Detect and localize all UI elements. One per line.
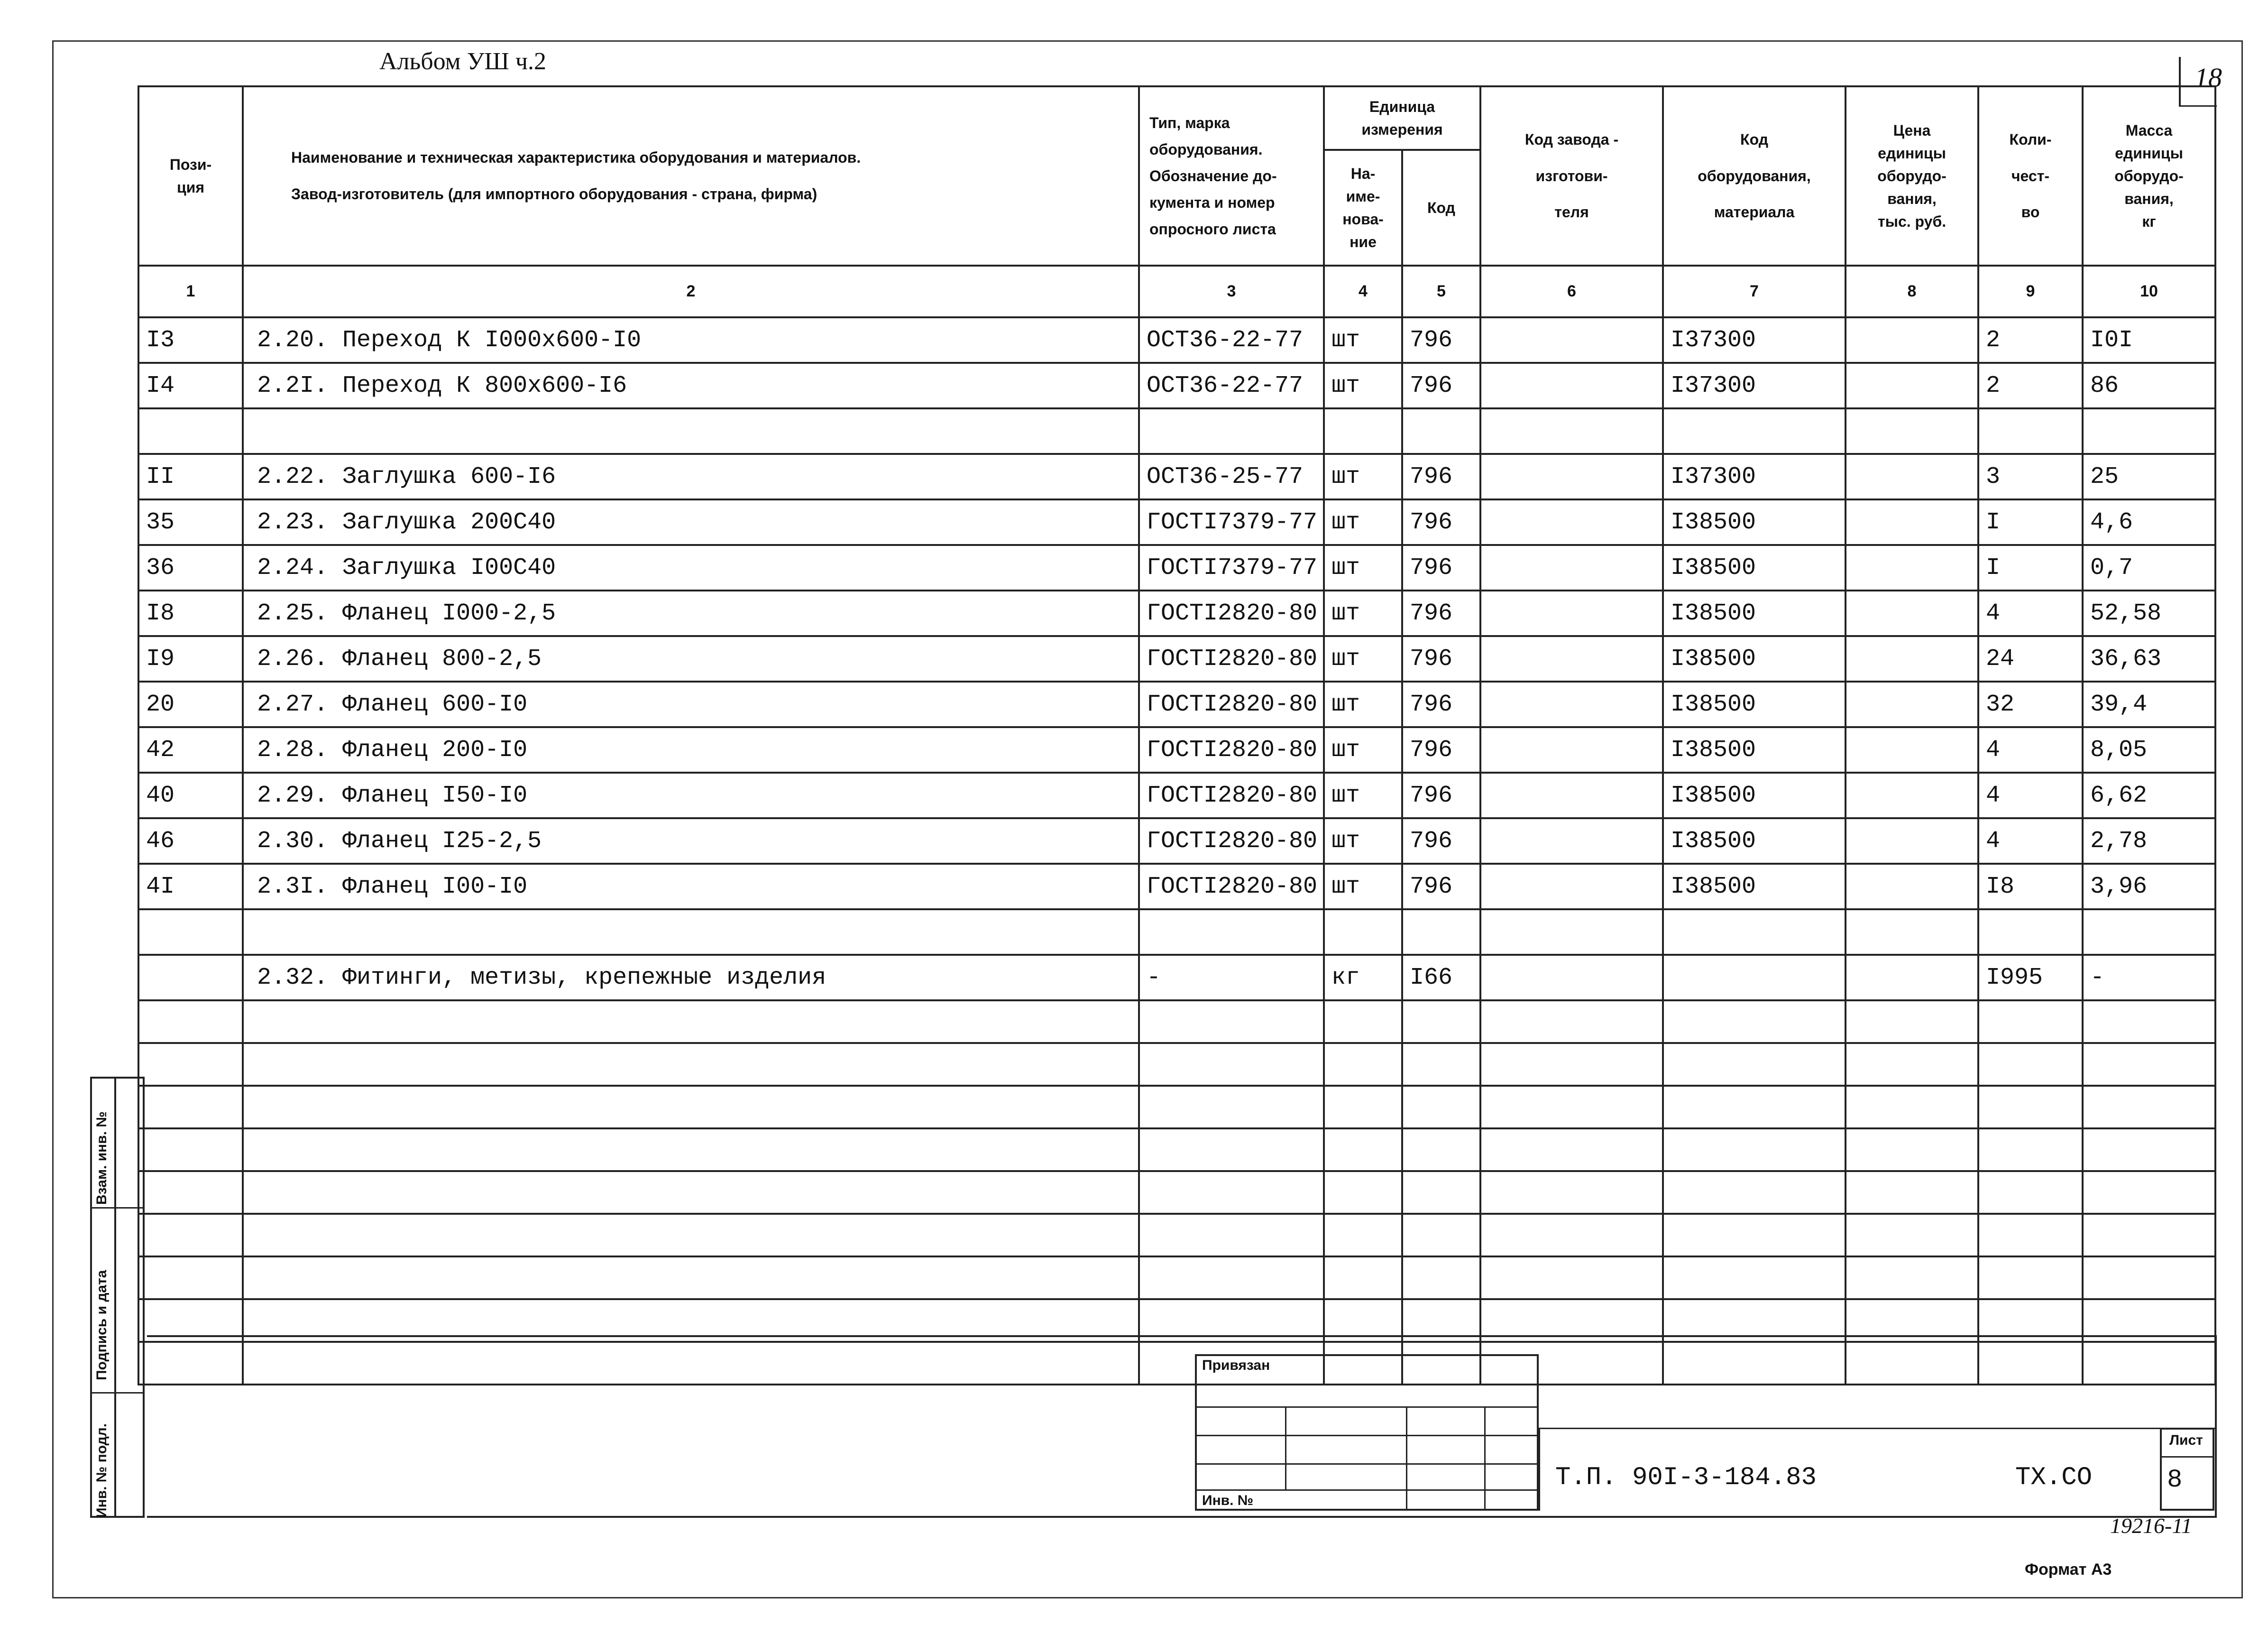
cell-equipment-code: I38500 bbox=[1663, 773, 1846, 818]
cell-plant-code bbox=[1480, 591, 1663, 636]
cell-position bbox=[138, 1214, 243, 1256]
cell-mass: 39,4 bbox=[2083, 682, 2215, 727]
cell-name: 2.27. Фланец 600-I0 bbox=[243, 682, 1139, 727]
cell-name bbox=[243, 1128, 1139, 1171]
inventory-label: Инв. № bbox=[1202, 1493, 1254, 1508]
cell-plant-code bbox=[1480, 909, 1663, 955]
cell-price bbox=[1846, 1128, 1978, 1171]
attachment-line bbox=[1195, 1435, 1539, 1436]
cell-document bbox=[1139, 1128, 1324, 1171]
header-position: Пози- ция bbox=[138, 86, 243, 266]
cell-mass: 25 bbox=[2083, 454, 2215, 499]
cell-quantity bbox=[1978, 1256, 2083, 1299]
table-row bbox=[138, 545, 2215, 591]
cell-plant-code bbox=[1480, 317, 1663, 363]
cell-position: 35 bbox=[138, 499, 243, 545]
cell-unit-name bbox=[1324, 1043, 1402, 1086]
cell-unit-name: шт bbox=[1324, 454, 1402, 499]
document-code: ТХ.СО bbox=[2015, 1463, 2093, 1492]
cell-mass bbox=[2083, 1214, 2215, 1256]
cell-name: 2.23. Заглушка 200С40 bbox=[243, 499, 1139, 545]
title-frame bbox=[147, 1335, 2217, 1518]
cell-name: 2.3I. Фланец I00-I0 bbox=[243, 864, 1139, 909]
cell-unit-name: шт bbox=[1324, 363, 1402, 408]
cell-price bbox=[1846, 864, 1978, 909]
attachment-line bbox=[1195, 1489, 1539, 1491]
cell-plant-code bbox=[1480, 1128, 1663, 1171]
cell-equipment-code: I38500 bbox=[1663, 864, 1846, 909]
cell-equipment-code bbox=[1663, 909, 1846, 955]
attached-label: Привязан bbox=[1202, 1357, 1270, 1373]
cell-equipment-code: I37300 bbox=[1663, 454, 1846, 499]
cell-price bbox=[1846, 1171, 1978, 1214]
cell-plant-code bbox=[1480, 636, 1663, 682]
header-unit: Единица измерения bbox=[1324, 86, 1480, 150]
cell-mass bbox=[2083, 909, 2215, 955]
attachment-divider bbox=[1484, 1406, 1486, 1511]
sheet-label: Лист bbox=[2169, 1432, 2203, 1448]
cell-position: I3 bbox=[138, 317, 243, 363]
table-row bbox=[138, 727, 2215, 773]
cell-quantity bbox=[1978, 1086, 2083, 1128]
cell-equipment-code bbox=[1663, 1043, 1846, 1086]
cell-unit-name: шт bbox=[1324, 818, 1402, 864]
cell-unit-code: 796 bbox=[1402, 499, 1480, 545]
column-number: 2 bbox=[243, 266, 1139, 317]
cell-quantity: 2 bbox=[1978, 363, 2083, 408]
cell-unit-name bbox=[1324, 1256, 1402, 1299]
cell-position bbox=[138, 955, 243, 1000]
cell-price bbox=[1846, 363, 1978, 408]
cell-unit-name bbox=[1324, 408, 1402, 454]
cell-document bbox=[1139, 1043, 1324, 1086]
table-row bbox=[138, 955, 2215, 1000]
cell-unit-code: 796 bbox=[1402, 363, 1480, 408]
table-row bbox=[138, 864, 2215, 909]
cell-name: 2.29. Фланец I50-I0 bbox=[243, 773, 1139, 818]
cell-position: 20 bbox=[138, 682, 243, 727]
cell-plant-code bbox=[1480, 454, 1663, 499]
cell-document: ГОСТI2820-80 bbox=[1139, 591, 1324, 636]
cell-price bbox=[1846, 636, 1978, 682]
cell-plant-code bbox=[1480, 363, 1663, 408]
cell-equipment-code: I38500 bbox=[1663, 818, 1846, 864]
specification-table bbox=[138, 85, 2216, 1385]
cell-name bbox=[243, 1214, 1139, 1256]
cell-name: 2.32. Фитинги, метизы, крепежные изделия bbox=[243, 955, 1139, 1000]
cell-unit-name: шт bbox=[1324, 727, 1402, 773]
cell-unit-name: кг bbox=[1324, 955, 1402, 1000]
cell-position: 42 bbox=[138, 727, 243, 773]
project-designation: Т.П. 90I-3-184.83 bbox=[1555, 1463, 1817, 1492]
cell-unit-name bbox=[1324, 1214, 1402, 1256]
cell-quantity bbox=[1978, 1043, 2083, 1086]
header-mass: Масса единицы оборудо- вания, кг bbox=[2083, 86, 2215, 266]
cell-unit-name: шт bbox=[1324, 545, 1402, 591]
attachment-block bbox=[1195, 1354, 1539, 1511]
cell-unit-name: шт bbox=[1324, 591, 1402, 636]
cell-quantity bbox=[1978, 909, 2083, 955]
cell-quantity bbox=[1978, 1000, 2083, 1043]
cell-equipment-code bbox=[1663, 1256, 1846, 1299]
cell-unit-code: 796 bbox=[1402, 818, 1480, 864]
cell-name bbox=[243, 1171, 1139, 1214]
cell-plant-code bbox=[1480, 1214, 1663, 1256]
column-number: 4 bbox=[1324, 266, 1402, 317]
column-number: 7 bbox=[1663, 266, 1846, 317]
cell-price bbox=[1846, 955, 1978, 1000]
cell-position: 46 bbox=[138, 818, 243, 864]
cell-price bbox=[1846, 1086, 1978, 1128]
cell-plant-code bbox=[1480, 499, 1663, 545]
cell-quantity: I995 bbox=[1978, 955, 2083, 1000]
table-row bbox=[138, 1214, 2215, 1256]
cell-unit-code bbox=[1402, 1000, 1480, 1043]
cell-price bbox=[1846, 408, 1978, 454]
cell-plant-code bbox=[1480, 818, 1663, 864]
cell-unit-code: 796 bbox=[1402, 636, 1480, 682]
attachment-divider bbox=[1406, 1406, 1407, 1511]
cell-equipment-code bbox=[1663, 955, 1846, 1000]
cell-quantity: 4 bbox=[1978, 818, 2083, 864]
cell-mass: 2,78 bbox=[2083, 818, 2215, 864]
cell-position: I8 bbox=[138, 591, 243, 636]
cell-unit-name bbox=[1324, 1171, 1402, 1214]
cell-document bbox=[1139, 1171, 1324, 1214]
specification-body bbox=[138, 317, 2215, 1385]
cell-quantity bbox=[1978, 1128, 2083, 1171]
cell-equipment-code bbox=[1663, 1128, 1846, 1171]
cell-document bbox=[1139, 1086, 1324, 1128]
header-plant-code: Код завода - изготови- теля bbox=[1480, 86, 1663, 266]
archive-number: 19216-11 bbox=[2110, 1514, 2192, 1538]
cell-position: I4 bbox=[138, 363, 243, 408]
cell-price bbox=[1846, 454, 1978, 499]
sheet-value: 8 bbox=[2167, 1466, 2183, 1495]
cell-mass: 36,63 bbox=[2083, 636, 2215, 682]
table-row bbox=[138, 1086, 2215, 1128]
table-row bbox=[138, 363, 2215, 408]
cell-unit-code bbox=[1402, 909, 1480, 955]
header-type: Тип, марка оборудования. Обозначение до- кумента и номер опросного листа bbox=[1139, 86, 1324, 266]
cell-equipment-code: I37300 bbox=[1663, 363, 1846, 408]
cell-mass: 3,96 bbox=[2083, 864, 2215, 909]
cell-price bbox=[1846, 545, 1978, 591]
cell-name: 2.28. Фланец 200-I0 bbox=[243, 727, 1139, 773]
cell-position bbox=[138, 1128, 243, 1171]
designation-line bbox=[1539, 1428, 2217, 1429]
table-row bbox=[138, 818, 2215, 864]
cell-document: ГОСТI2820-80 bbox=[1139, 773, 1324, 818]
cell-quantity: 2 bbox=[1978, 317, 2083, 363]
cell-unit-code: 796 bbox=[1402, 317, 1480, 363]
side-label-inventory: Инв. № подл. bbox=[94, 1423, 110, 1518]
cell-name bbox=[243, 1086, 1139, 1128]
cell-position: 40 bbox=[138, 773, 243, 818]
cell-price bbox=[1846, 818, 1978, 864]
cell-unit-code bbox=[1402, 408, 1480, 454]
cell-position: I9 bbox=[138, 636, 243, 682]
cell-mass bbox=[2083, 1086, 2215, 1128]
cell-document: ГОСТI2820-80 bbox=[1139, 864, 1324, 909]
cell-document: ГОСТI2820-80 bbox=[1139, 682, 1324, 727]
cell-plant-code bbox=[1480, 1256, 1663, 1299]
cell-unit-name bbox=[1324, 1000, 1402, 1043]
header-quantity: Коли- чест- во bbox=[1978, 86, 2083, 266]
cell-price bbox=[1846, 682, 1978, 727]
sheet-box-divider bbox=[2160, 1456, 2214, 1458]
cell-equipment-code: I38500 bbox=[1663, 636, 1846, 682]
cell-unit-code bbox=[1402, 1214, 1480, 1256]
header-price: Цена единицы оборудо- вания, тыс. руб. bbox=[1846, 86, 1978, 266]
table-row bbox=[138, 454, 2215, 499]
cell-unit-code: 796 bbox=[1402, 864, 1480, 909]
table-row bbox=[138, 682, 2215, 727]
cell-name bbox=[243, 1043, 1139, 1086]
cell-unit-name bbox=[1324, 909, 1402, 955]
cell-equipment-code: I38500 bbox=[1663, 682, 1846, 727]
cell-quantity: I bbox=[1978, 499, 2083, 545]
cell-quantity: I8 bbox=[1978, 864, 2083, 909]
cell-unit-name: шт bbox=[1324, 773, 1402, 818]
cell-price bbox=[1846, 1256, 1978, 1299]
attachment-divider bbox=[1285, 1406, 1286, 1489]
cell-name: 2.25. Фланец I000-2,5 bbox=[243, 591, 1139, 636]
table-row bbox=[138, 773, 2215, 818]
cell-name: 2.26. Фланец 800-2,5 bbox=[243, 636, 1139, 682]
cell-equipment-code bbox=[1663, 1171, 1846, 1214]
cell-mass: 86 bbox=[2083, 363, 2215, 408]
header-unit-code: Код bbox=[1402, 150, 1480, 266]
cell-mass bbox=[2083, 1171, 2215, 1214]
cell-equipment-code bbox=[1663, 408, 1846, 454]
cell-unit-code: 796 bbox=[1402, 454, 1480, 499]
cell-plant-code bbox=[1480, 864, 1663, 909]
table-row bbox=[138, 1128, 2215, 1171]
cell-mass: 6,62 bbox=[2083, 773, 2215, 818]
cell-document: - bbox=[1139, 955, 1324, 1000]
cell-name: 2.30. Фланец I25-2,5 bbox=[243, 818, 1139, 864]
cell-document: ГОСТI2820-80 bbox=[1139, 727, 1324, 773]
cell-price bbox=[1846, 317, 1978, 363]
cell-document: ГОСТI2820-80 bbox=[1139, 818, 1324, 864]
cell-position bbox=[138, 1256, 243, 1299]
cell-document bbox=[1139, 1000, 1324, 1043]
cell-unit-code: 796 bbox=[1402, 682, 1480, 727]
cell-quantity bbox=[1978, 408, 2083, 454]
cell-unit-code bbox=[1402, 1128, 1480, 1171]
cell-unit-code: 796 bbox=[1402, 545, 1480, 591]
cell-unit-name: шт bbox=[1324, 636, 1402, 682]
table-row bbox=[138, 909, 2215, 955]
cell-price bbox=[1846, 1214, 1978, 1256]
cell-quantity bbox=[1978, 1214, 2083, 1256]
cell-price bbox=[1846, 727, 1978, 773]
cell-position: 36 bbox=[138, 545, 243, 591]
cell-equipment-code: I38500 bbox=[1663, 727, 1846, 773]
sheet-number: 18 bbox=[2195, 62, 2222, 93]
cell-unit-code bbox=[1402, 1171, 1480, 1214]
cell-position bbox=[138, 1086, 243, 1128]
cell-mass: 4,6 bbox=[2083, 499, 2215, 545]
cell-equipment-code: I38500 bbox=[1663, 545, 1846, 591]
table-row bbox=[138, 317, 2215, 363]
cell-position bbox=[138, 909, 243, 955]
cell-quantity bbox=[1978, 1171, 2083, 1214]
cell-document: ОСТ36-22-77 bbox=[1139, 363, 1324, 408]
table-row bbox=[138, 636, 2215, 682]
cell-unit-code: 796 bbox=[1402, 591, 1480, 636]
cell-document: ОСТ36-25-77 bbox=[1139, 454, 1324, 499]
side-label-replacement: Взам. инв. № bbox=[94, 1111, 110, 1205]
cell-quantity: 32 bbox=[1978, 682, 2083, 727]
cell-name: 2.2I. Переход К 800х600-I6 bbox=[243, 363, 1139, 408]
column-number: 9 bbox=[1978, 266, 2083, 317]
cell-mass bbox=[2083, 1000, 2215, 1043]
cell-unit-code: 796 bbox=[1402, 773, 1480, 818]
cell-unit-name: шт bbox=[1324, 499, 1402, 545]
cell-unit-name bbox=[1324, 1128, 1402, 1171]
cell-mass bbox=[2083, 408, 2215, 454]
cell-position bbox=[138, 1043, 243, 1086]
cell-plant-code bbox=[1480, 545, 1663, 591]
cell-mass: I0I bbox=[2083, 317, 2215, 363]
cell-mass: 0,7 bbox=[2083, 545, 2215, 591]
cell-mass: - bbox=[2083, 955, 2215, 1000]
cell-equipment-code: I37300 bbox=[1663, 317, 1846, 363]
table-row bbox=[138, 1000, 2215, 1043]
cell-mass bbox=[2083, 1043, 2215, 1086]
header-equipment-code: Код оборудования, материала bbox=[1663, 86, 1846, 266]
cell-unit-code bbox=[1402, 1256, 1480, 1299]
cell-plant-code bbox=[1480, 727, 1663, 773]
cell-document bbox=[1139, 1256, 1324, 1299]
cell-quantity: 4 bbox=[1978, 591, 2083, 636]
cell-document: ОСТ36-22-77 bbox=[1139, 317, 1324, 363]
cell-name bbox=[243, 408, 1139, 454]
cell-plant-code bbox=[1480, 1171, 1663, 1214]
table-row bbox=[138, 1171, 2215, 1214]
cell-price bbox=[1846, 1043, 1978, 1086]
side-divider bbox=[90, 1207, 145, 1209]
attachment-line bbox=[1195, 1463, 1539, 1465]
cell-equipment-code: I38500 bbox=[1663, 499, 1846, 545]
cell-position: II bbox=[138, 454, 243, 499]
cell-document bbox=[1139, 909, 1324, 955]
header-name: Наименование и техническая характеристика оборудования и материалов. Завод-изготовитель (для импортного оборудования - страна, фирма) bbox=[243, 86, 1139, 266]
cell-position bbox=[138, 1000, 243, 1043]
cell-quantity: 24 bbox=[1978, 636, 2083, 682]
cell-name bbox=[243, 909, 1139, 955]
cell-unit-name: шт bbox=[1324, 682, 1402, 727]
column-number: 8 bbox=[1846, 266, 1978, 317]
column-number: 1 bbox=[138, 266, 243, 317]
cell-price bbox=[1846, 773, 1978, 818]
cell-plant-code bbox=[1480, 682, 1663, 727]
cell-name: 2.22. Заглушка 600-I6 bbox=[243, 454, 1139, 499]
cell-quantity: 4 bbox=[1978, 773, 2083, 818]
cell-price bbox=[1846, 909, 1978, 955]
cell-mass: 8,05 bbox=[2083, 727, 2215, 773]
designation-divider bbox=[1539, 1428, 1540, 1511]
cell-mass bbox=[2083, 1256, 2215, 1299]
attachment-line bbox=[1195, 1406, 1539, 1408]
cell-unit-code bbox=[1402, 1043, 1480, 1086]
cell-name bbox=[243, 1256, 1139, 1299]
table-row bbox=[138, 591, 2215, 636]
table-row bbox=[138, 1043, 2215, 1086]
cell-plant-code bbox=[1480, 1086, 1663, 1128]
cell-equipment-code: I38500 bbox=[1663, 591, 1846, 636]
cell-name: 2.24. Заглушка I00С40 bbox=[243, 545, 1139, 591]
cell-quantity: I bbox=[1978, 545, 2083, 591]
cell-equipment-code bbox=[1663, 1214, 1846, 1256]
side-label-signature: Подпись и дата bbox=[94, 1270, 110, 1380]
column-number: 10 bbox=[2083, 266, 2215, 317]
side-divider bbox=[90, 1392, 145, 1394]
cell-position: 4I bbox=[138, 864, 243, 909]
cell-unit-code: I66 bbox=[1402, 955, 1480, 1000]
cell-name bbox=[243, 1000, 1139, 1043]
cell-plant-code bbox=[1480, 1043, 1663, 1086]
table-row bbox=[138, 499, 2215, 545]
cell-position bbox=[138, 408, 243, 454]
cell-document: ГОСТI2820-80 bbox=[1139, 636, 1324, 682]
cell-document: ГОСТI7379-77 bbox=[1139, 545, 1324, 591]
header-unit-name: На- име- нова- ние bbox=[1324, 150, 1402, 266]
cell-document: ГОСТI7379-77 bbox=[1139, 499, 1324, 545]
paper-format: Формат А3 bbox=[2025, 1560, 2112, 1579]
column-number: 6 bbox=[1480, 266, 1663, 317]
cell-price bbox=[1846, 499, 1978, 545]
cell-document bbox=[1139, 1214, 1324, 1256]
cell-quantity: 4 bbox=[1978, 727, 2083, 773]
column-number: 5 bbox=[1402, 266, 1480, 317]
cell-document bbox=[1139, 408, 1324, 454]
table-row bbox=[138, 1256, 2215, 1299]
cell-name: 2.20. Переход К I000х600-I0 bbox=[243, 317, 1139, 363]
table-row bbox=[138, 408, 2215, 454]
cell-price bbox=[1846, 591, 1978, 636]
cell-plant-code bbox=[1480, 408, 1663, 454]
cell-plant-code bbox=[1480, 955, 1663, 1000]
cell-unit-code: 796 bbox=[1402, 727, 1480, 773]
cell-price bbox=[1846, 1000, 1978, 1043]
cell-unit-name: шт bbox=[1324, 317, 1402, 363]
cell-mass: 52,58 bbox=[2083, 591, 2215, 636]
cell-unit-name: шт bbox=[1324, 864, 1402, 909]
cell-plant-code bbox=[1480, 773, 1663, 818]
cell-equipment-code bbox=[1663, 1086, 1846, 1128]
cell-unit-code bbox=[1402, 1086, 1480, 1128]
cell-mass bbox=[2083, 1128, 2215, 1171]
cell-unit-name bbox=[1324, 1086, 1402, 1128]
cell-quantity: 3 bbox=[1978, 454, 2083, 499]
album-title: Альбом УШ ч.2 bbox=[379, 48, 547, 75]
cell-equipment-code bbox=[1663, 1000, 1846, 1043]
cell-position bbox=[138, 1171, 243, 1214]
cell-plant-code bbox=[1480, 1000, 1663, 1043]
column-number: 3 bbox=[1139, 266, 1324, 317]
